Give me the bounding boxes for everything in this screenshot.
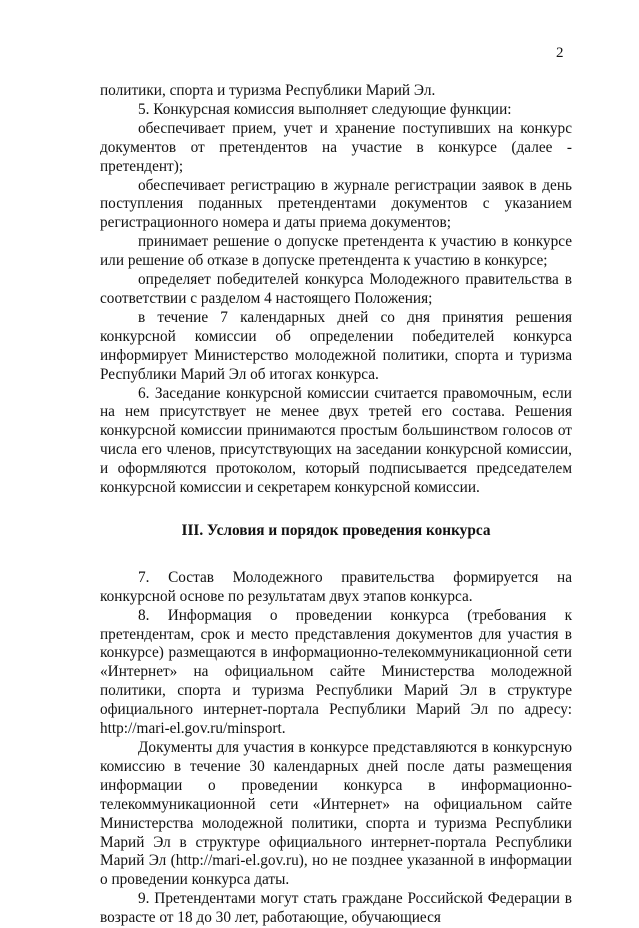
paragraph: определяет победителей конкурса Молодежного правительства в соответствии с разделом 4 настоящего Положения;: [100, 271, 572, 307]
paragraph: 8. Информация о проведении конкурса (требования к претендентам, срок и место представления документов для участия в конкурсе) размещаются в информационно-телекоммуникационной сети «Интернет» на официальном сайте Министерства молодежной политики, спорта и туризма Республики Марий Эл в структуре официального интернет-портала Республики Марий Эл по адресу: http://mari-el.gov.ru/minsport.: [100, 606, 572, 738]
document-body: [100, 82, 572, 928]
paragraph: 7. Состав Молодежного правительства формируется на конкурсной основе по результатам двух этапов конкурса.: [100, 568, 572, 605]
paragraph: 5. Конкурсная комиссия выполняет следующие функции:: [138, 100, 512, 118]
paragraphs-before-section: [100, 82, 572, 498]
paragraph: Документы для участия в конкурсе представляются в конкурсную комиссию в течение 30 календарных дней после даты размещения информации о проведении конкурса в информационно-телекоммуникационной сети «Интернет» на официальном сайте Министерства молодежной политики, спорта и туризма Республики Марий Эл в структуре официального интернет-портала Республики Марий Эл (http://mari-el.gov.ru), но не позднее указанной в информации о проведении конкурса даты.: [100, 739, 572, 889]
paragraph: обеспечивает прием, учет и хранение поступивших на конкурс документов от претендентов на участие в конкурсе (далее - претендент);: [100, 119, 572, 175]
paragraph: политики, спорта и туризма Республики Марий Эл.: [100, 82, 436, 99]
paragraph: 6. Заседание конкурсной комиссии считается правомочным, если на нем присутствует не менее двух третей его состава. Решения конкурсной комиссии принимаются простым большинством голосов от числа его членов, присутствующих на заседании конкурсной комиссии, и оформляются протоколом, который подписывается председателем конкурсной комиссии и секретарем конкурсной комиссии.: [100, 384, 572, 497]
page-number: 2: [556, 45, 564, 61]
section-heading: III. Условия и порядок проведения конкурса: [181, 521, 491, 539]
paragraphs-after-section: [100, 569, 572, 928]
paragraph: в течение 7 календарных дней со дня принятия решения конкурсной комиссии об определении победителей конкурса информирует Министерство молодежной политики, спорта и туризма Республики Марий Эл об итогах конкурса.: [100, 308, 572, 383]
paragraph: обеспечивает регистрацию в журнале регистрации заявок в день поступления поданных претендентами документов с указанием регистрационного номера и даты приема документов;: [100, 176, 572, 232]
paragraph: принимает решение о допуске претендента к участию в конкурсе или решение об отказе в допуске претендента к участию в конкурсе;: [100, 233, 572, 270]
paragraph: 9. Претендентами могут стать граждане Российской Федерации в возрасте от 18 до 30 лет, работающие, обучающиеся: [100, 890, 572, 927]
